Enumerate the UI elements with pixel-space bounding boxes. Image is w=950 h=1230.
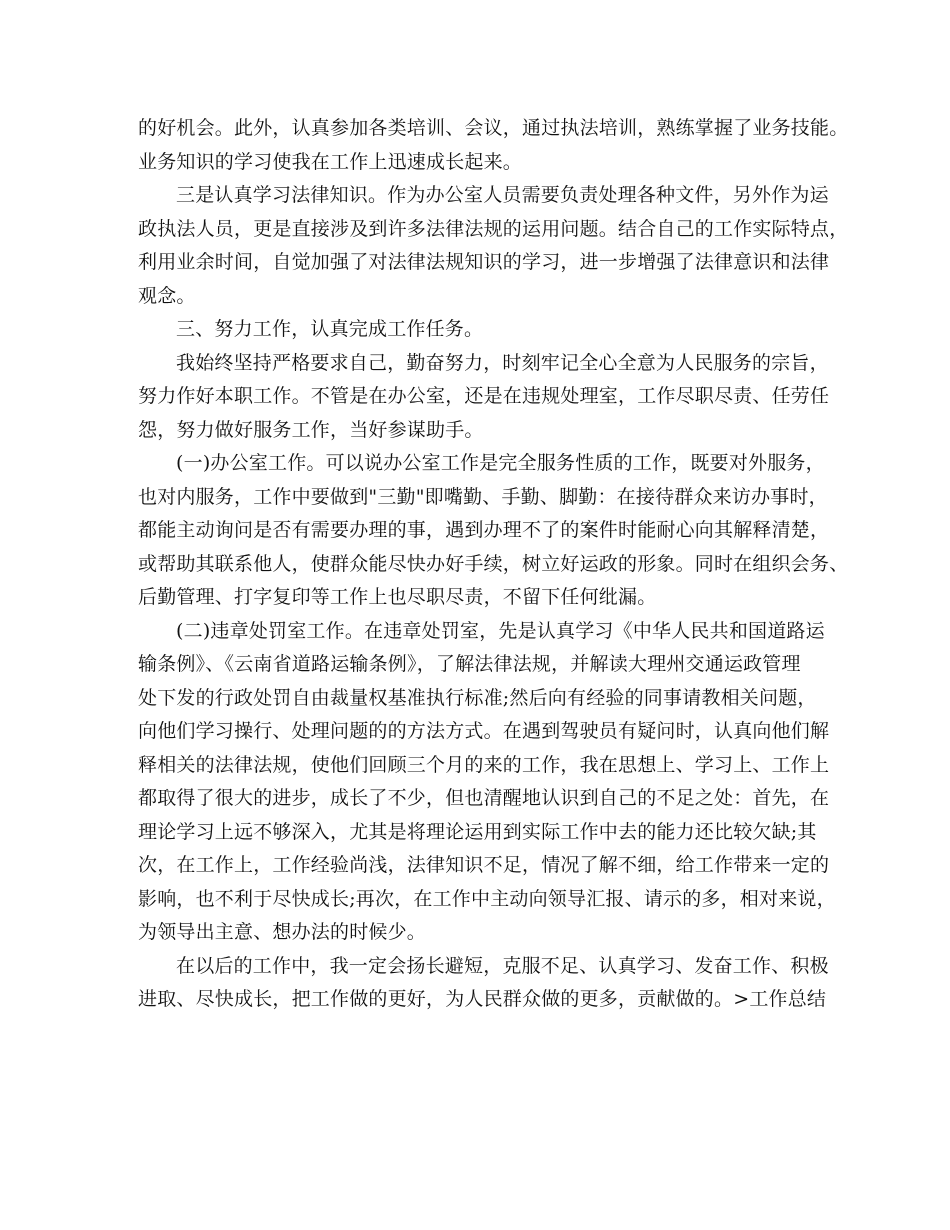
text-line: 都能主动询问是否有需要办理的事，遇到办理不了的案件时能耐心向其解释清楚， — [138, 519, 830, 541]
text-line: 观念。 — [138, 284, 196, 307]
paragraph — [138, 447, 849, 615]
text-line: 努力作好本职工作。不管是在办公室，还是在违规处理室，工作尽职尽责、任劳任 — [138, 385, 830, 407]
paragraph — [138, 112, 849, 179]
text-line: 为领导出主意、想办法的时候少。 — [138, 921, 427, 943]
text-line: 也对内服务，工作中要做到"三勤"即嘴勤、手勤、脚勤：在接待群众来访办事时， — [138, 485, 828, 508]
text-line: (一)办公室工作。可以说办公室工作是完全服务性质的工作，既要对外服务， — [176, 452, 825, 474]
text-line: 向他们学习操行、处理问题的的方法方式。在遇到驾驶员有疑问时，认真向他们解 — [138, 720, 830, 742]
text-line: 后勤管理、打字复印等工作上也尽职尽责，不留下任何纰漏。 — [138, 586, 657, 608]
text-line: 政执法人员，更是直接涉及到许多法律法规的运用问题。结合自己的工作实际特点， — [138, 217, 849, 240]
paragraph — [138, 950, 829, 1017]
text-line: 在以后的工作中，我一定会扬长避短，克服不足、认真学习、发奋工作、积极 — [176, 954, 829, 977]
text-line: 或帮助其联系他人，使群众能尽快办好手续，树立好运政的形象。同时在组织会务、 — [138, 552, 849, 575]
paragraph — [138, 179, 849, 313]
text-line: 进取、尽快成长，把工作做的更好，为人民群众做的更多，贡献做的。>工作总结 — [138, 988, 827, 1010]
text-line: 三是认真学习法律知识。作为办公室人员需要负责处理各种文件，另外作为运 — [176, 184, 829, 206]
document-body — [138, 112, 849, 1017]
text-line: 都取得了很大的进步，成长了不少，但也清醒地认识到自己的不足之处：首先，在 — [138, 787, 830, 809]
paragraph — [138, 615, 836, 950]
text-line: 的好机会。此外，认真参加各类培训、会议，通过执法培训，熟练掌握了业务技能。 — [138, 117, 849, 139]
text-line: (二)违章处罚室工作。在违章处罚室，先是认真学习《中华人民共和国道路运 — [176, 619, 825, 642]
text-line: 处下发的行政处罚自由裁量权基准执行标准;然后向有经验的同事请教相关问题， — [138, 686, 817, 709]
text-line: 我始终坚持严格要求自己，勤奋努力，时刻牢记全心全意为人民服务的宗旨， — [176, 351, 829, 374]
text-line: 释相关的法律法规，使他们回顾三个月的来的工作，我在思想上、学习上、工作上 — [138, 753, 830, 776]
text-line: 怨，努力做好服务工作，当好参谋助手。 — [138, 418, 484, 441]
paragraph — [138, 347, 830, 448]
text-line: 三、努力工作，认真完成工作任务。 — [176, 318, 484, 340]
text-line: 理论学习上远不够深入，尤其是将理论运用到实际工作中去的能力还比较欠缺;其 — [138, 820, 817, 843]
text-line: 利用业余时间，自觉加强了对法律法规知识的学习，进一步增强了法律意识和法律 — [138, 251, 830, 273]
text-line: 次，在工作上，工作经验尚浅，法律知识不足，情况了解不细，给工作带来一定的 — [138, 854, 830, 876]
text-line: 输条例》、《云南省道路运输条例》，了解法律法规，并解读大理州交通运政管理 — [138, 653, 801, 675]
text-line: 影响，也不利于尽快成长;再次，在工作中主动向领导汇报、请示的多，相对来说， — [138, 887, 836, 910]
section-heading — [138, 313, 812, 347]
text-line: 业务知识的学习使我在工作上迅速成长起来。 — [138, 150, 523, 173]
